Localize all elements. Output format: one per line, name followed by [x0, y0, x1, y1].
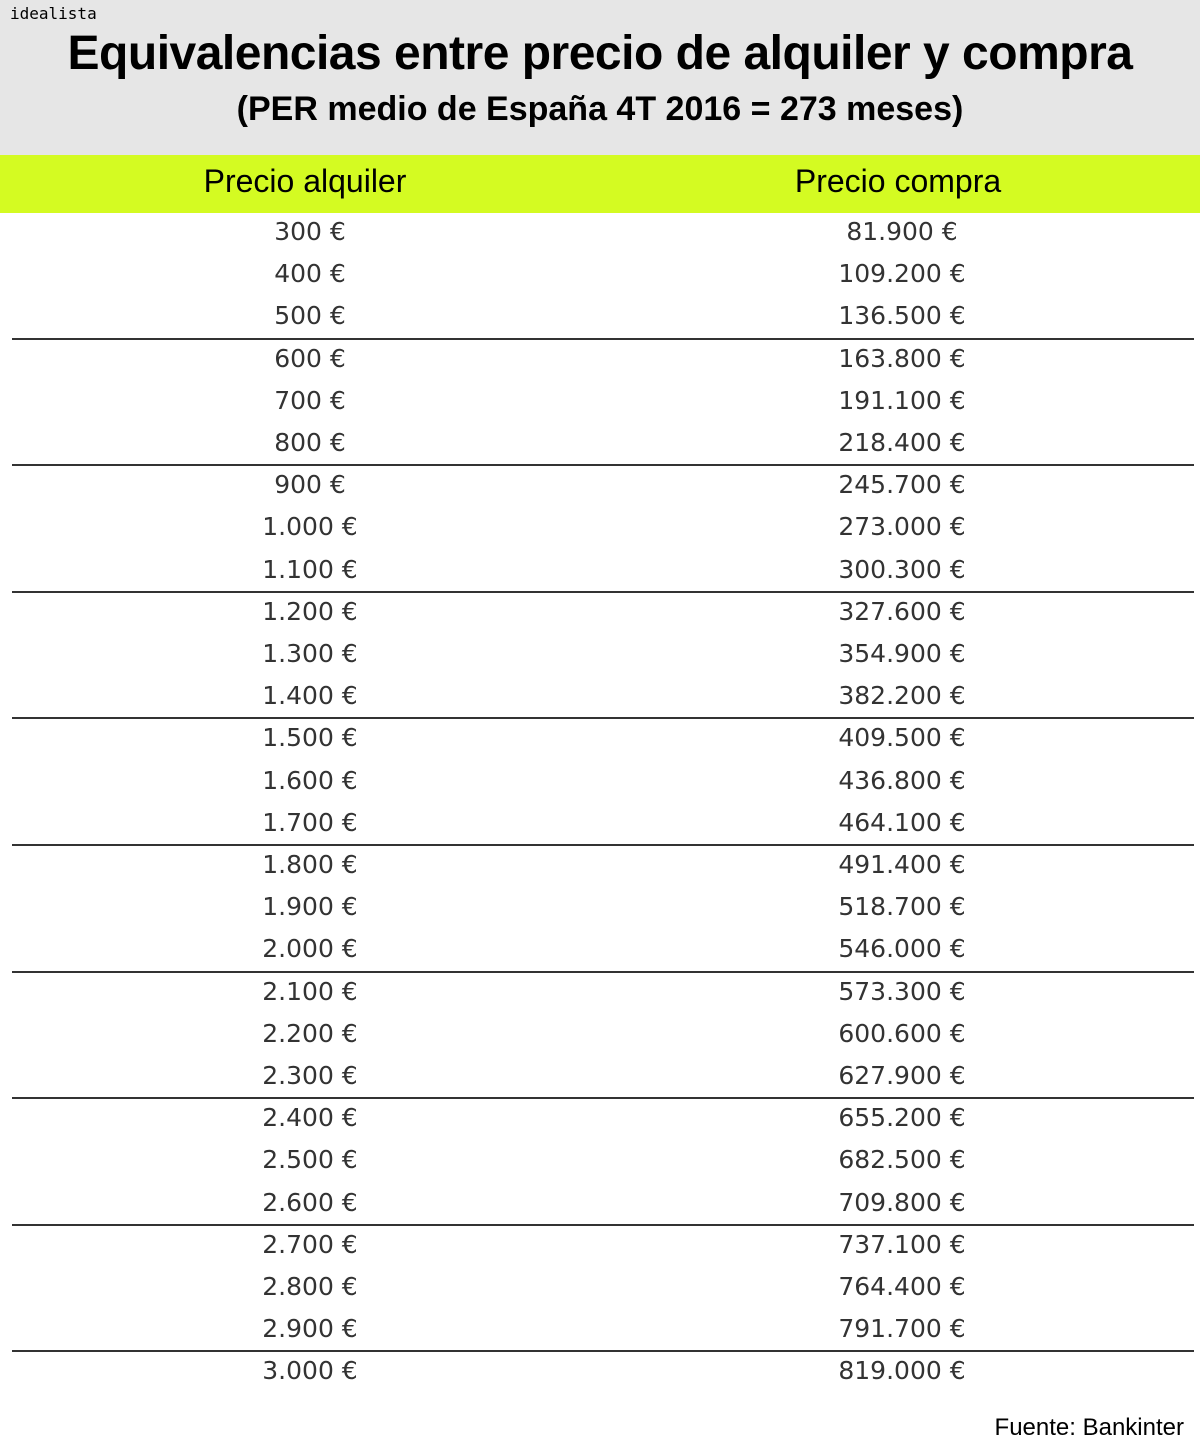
table-row [0, 1269, 1200, 1311]
purchase-price-cell: 518.700 € [838, 892, 966, 922]
rent-price-cell: 1.400 € [262, 681, 358, 711]
purchase-price-cell: 163.800 € [838, 343, 966, 373]
rent-price-cell: 500 € [274, 301, 346, 331]
purchase-price-cell: 218.400 € [838, 428, 966, 457]
purchase-price-cell: 300.300 € [838, 554, 966, 584]
purchase-price-cell: 546.000 € [838, 934, 966, 964]
purchase-price-cell: 655.200 € [838, 1103, 966, 1133]
rent-price-cell: 1.800 € [262, 850, 358, 879]
purchase-price-cell: 491.400 € [838, 850, 966, 879]
table-row [0, 1353, 1200, 1395]
purchase-price-cell: 273.000 € [838, 512, 966, 542]
rent-price-cell: 2.700 € [262, 1229, 358, 1259]
purchase-price-cell: 109.200 € [838, 259, 966, 289]
rent-price-cell: 800 € [274, 428, 346, 457]
table-row [0, 847, 1200, 889]
table-row [0, 383, 1200, 425]
rent-price-cell: 2.600 € [262, 1187, 358, 1217]
group-divider [12, 591, 1194, 593]
table-row [0, 636, 1200, 678]
table-row [0, 720, 1200, 762]
rent-price-cell: 300 € [274, 217, 346, 246]
brand-logo: idealista [10, 4, 97, 23]
group-divider [12, 1224, 1194, 1226]
rent-price-cell: 900 € [274, 470, 346, 500]
table-row [0, 805, 1200, 847]
table-row [0, 1185, 1200, 1227]
rent-price-cell: 1.300 € [262, 639, 358, 668]
rent-price-cell: 400 € [274, 259, 346, 289]
table-row [0, 467, 1200, 509]
rent-price-cell: 1.500 € [262, 723, 358, 753]
table-row [0, 1311, 1200, 1353]
table-row [0, 1058, 1200, 1100]
group-divider [12, 1097, 1194, 1099]
purchase-price-cell: 354.900 € [838, 639, 966, 668]
rent-price-cell: 2.300 € [262, 1061, 358, 1090]
table-row [0, 974, 1200, 1016]
purchase-price-cell: 627.900 € [838, 1061, 966, 1090]
group-divider [12, 464, 1194, 466]
purchase-price-cell: 573.300 € [838, 976, 966, 1006]
rent-price-cell: 2.200 € [262, 1018, 358, 1048]
page-title: Equivalencias entre precio de alquiler y compra [67, 27, 1133, 80]
purchase-price-cell: 81.900 € [846, 217, 958, 246]
table-row [0, 509, 1200, 551]
table-row [0, 594, 1200, 636]
purchase-price-cell: 327.600 € [838, 596, 966, 626]
purchase-price-cell: 191.100 € [838, 385, 966, 415]
page-subtitle: (PER medio de España 4T 2016 = 273 meses) [236, 90, 964, 128]
purchase-price-cell: 682.500 € [838, 1145, 966, 1175]
table-row [0, 1227, 1200, 1269]
rent-price-cell: 2.400 € [262, 1103, 358, 1133]
purchase-price-cell: 409.500 € [838, 723, 966, 753]
rent-price-cell: 1.100 € [262, 554, 358, 584]
purchase-price-cell: 819.000 € [838, 1356, 966, 1386]
rent-price-cell: 600 € [274, 343, 346, 373]
table-row [0, 1100, 1200, 1142]
rent-price-cell: 3.000 € [262, 1356, 358, 1386]
group-divider [12, 338, 1194, 340]
rent-price-cell: 1.200 € [262, 596, 358, 626]
rent-price-cell: 1.900 € [262, 892, 358, 922]
rent-price-cell: 2.800 € [262, 1272, 358, 1301]
table-row [0, 889, 1200, 931]
purchase-price-cell: 436.800 € [838, 765, 966, 795]
column-header-purchase: Precio compra [794, 163, 1002, 199]
rent-price-cell: 2.900 € [262, 1314, 358, 1344]
purchase-price-cell: 709.800 € [838, 1187, 966, 1217]
purchase-price-cell: 464.100 € [838, 807, 966, 837]
table-row [0, 678, 1200, 720]
table-row [0, 763, 1200, 805]
purchase-price-cell: 245.700 € [838, 470, 966, 500]
rent-price-cell: 700 € [274, 385, 346, 415]
purchase-price-cell: 791.700 € [838, 1314, 966, 1344]
purchase-price-cell: 764.400 € [838, 1272, 966, 1301]
group-divider [12, 844, 1194, 846]
purchase-price-cell: 600.600 € [838, 1018, 966, 1048]
header [0, 0, 1200, 155]
source-note: Fuente: Bankinter [994, 1414, 1184, 1441]
table-row [0, 425, 1200, 467]
table-row [0, 341, 1200, 383]
table-header [0, 155, 1200, 213]
purchase-price-cell: 136.500 € [838, 301, 966, 331]
table-row [0, 214, 1200, 256]
purchase-price-cell: 382.200 € [838, 681, 966, 711]
table-row [0, 256, 1200, 298]
rent-price-cell: 1.600 € [262, 765, 358, 795]
rent-price-cell: 2.500 € [262, 1145, 358, 1175]
table-row [0, 552, 1200, 594]
rent-price-cell: 2.100 € [262, 976, 358, 1006]
table-row [0, 1142, 1200, 1184]
rent-price-cell: 1.000 € [262, 512, 358, 542]
rent-price-cell: 1.700 € [262, 807, 358, 837]
group-divider [12, 717, 1194, 719]
rent-price-cell: 2.000 € [262, 934, 358, 964]
table-row [0, 1016, 1200, 1058]
table-row [0, 931, 1200, 973]
table-row [0, 298, 1200, 340]
group-divider [12, 971, 1194, 973]
column-header-rent: Precio alquiler [203, 163, 407, 199]
purchase-price-cell: 737.100 € [838, 1229, 966, 1259]
group-divider [12, 1350, 1194, 1352]
